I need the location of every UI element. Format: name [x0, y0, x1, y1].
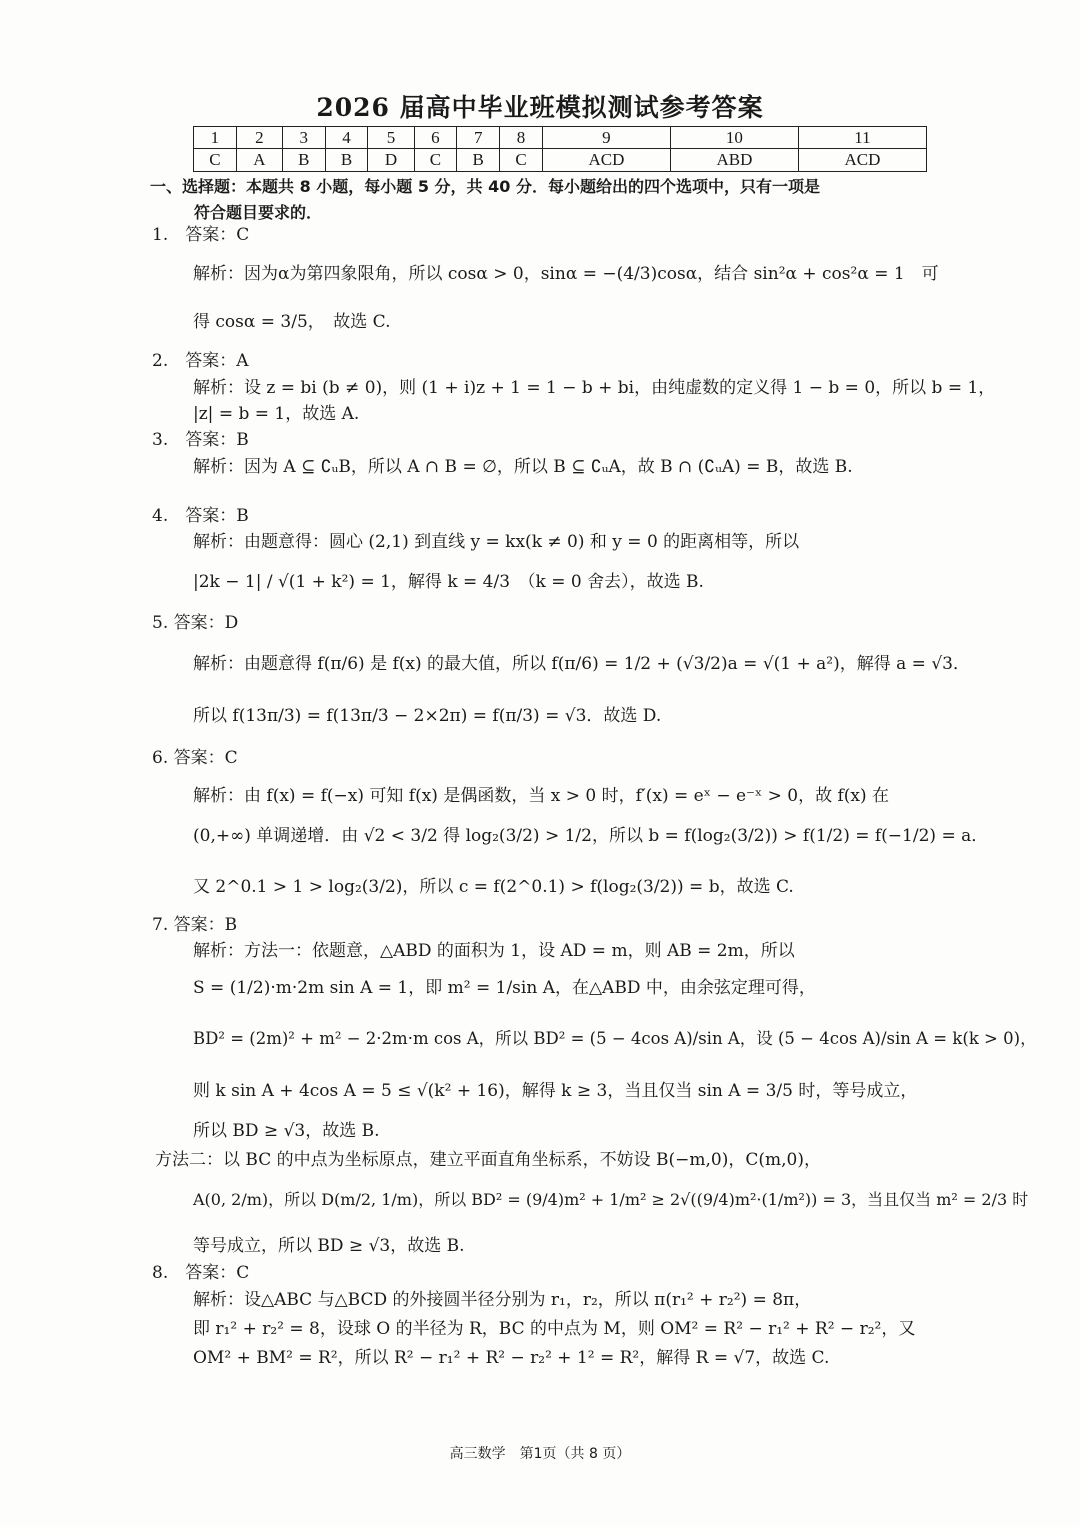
table-cell: 2: [236, 127, 282, 149]
q8-solution-line: OM² + BM² = R²，所以 R² − r₁² + R² − r₂² + 1² = R²，解得 R = √7，故选 C.: [193, 1348, 830, 1368]
table-cell: ACD: [542, 149, 670, 171]
table-cell: D: [368, 149, 414, 171]
table-cell: 8: [500, 127, 543, 149]
table-cell: 4: [325, 127, 368, 149]
table-cell: C: [500, 149, 543, 171]
table-cell: 9: [542, 127, 670, 149]
table-cell: 3: [282, 127, 325, 149]
table-cell: 7: [457, 127, 500, 149]
q2-solution-line: |z| = b = 1，故选 A.: [193, 404, 360, 424]
table-cell: ABD: [670, 149, 798, 171]
section-heading-line: 符合题目要求的．: [194, 203, 323, 222]
q6-solution-line: 解析：由 f(x) = f(−x) 可知 f(x) 是偶函数，当 x > 0 时，f′(x) = eˣ − e⁻ˣ > 0，故 f(x) 在: [193, 786, 890, 806]
q2-answer: 2. 答案：A: [152, 351, 249, 371]
section-heading-line: 一、选择题：本题共 8 小题，每小题 5 分，共 40 分．每小题给出的四个选项中，只有一项是: [150, 177, 820, 196]
q2-solution-line: 解析：设 z = bi (b ≠ 0)，则 (1 + i)z + 1 = 1 − b + bi，由纯虚数的定义得 1 − b = 0，所以 b = 1，: [193, 378, 996, 398]
q7-method2-line: 方法二：以 BC 的中点为坐标原点，建立平面直角坐标系，不妨设 B(−m,0)，C(m,0)，: [155, 1150, 821, 1170]
q8-answer: 8. 答案：C: [152, 1263, 250, 1283]
q7-solution-line: 解析：方法一：依题意，△ABD 的面积为 1，设 AD = m，则 AB = 2m，所以: [193, 941, 795, 961]
q1-solution-line: 得 cosα = 3/5， 故选 C.: [193, 312, 391, 332]
q5-answer: 5. 答案：D: [152, 613, 239, 633]
q5-solution-line: 解析：由题意得 f(π/6) 是 f(x) 的最大值，所以 f(π/6) = 1/2 + (√3/2)a = √(1 + a²)，解得 a = √3．: [193, 654, 970, 674]
q7-solution-line: BD² = (2m)² + m² − 2·2m·m cos A，所以 BD² = (5 − 4cos A)/sin A，设 (5 − 4cos A)/sin A = k(k > 0)，: [193, 1029, 1037, 1048]
q8-solution-line: 即 r₁² + r₂² = 8，设球 O 的半径为 R，BC 的中点为 M，则 OM² = R² − r₁² + R² − r₂²，又: [193, 1319, 916, 1339]
q6-solution-line: 又 2^0.1 > 1 > log₂(3/2)，所以 c = f(2^0.1) > f(log₂(3/2)) = b，故选 C.: [193, 877, 794, 897]
q5-solution-line: 所以 f(13π/3) = f(13π/3 − 2×2π) = f(π/3) = √3．故选 D.: [193, 706, 662, 726]
table-cell: B: [325, 149, 368, 171]
section-heading: [150, 174, 940, 226]
page-title: 2026 届高中毕业班模拟测试参考答案: [316, 93, 764, 122]
q8-solution-line: 解析：设△ABC 与△BCD 的外接圆半径分别为 r₁，r₂，所以 π(r₁² + r₂²) = 8π，: [193, 1290, 812, 1310]
table-cell: 1: [194, 127, 237, 149]
table-cell: 10: [670, 127, 798, 149]
table-cell: ACD: [798, 149, 926, 171]
q4-answer: 4. 答案：B: [152, 506, 249, 526]
table-cell: 5: [368, 127, 414, 149]
answer-key-table: [193, 126, 927, 172]
table-cell: 11: [798, 127, 926, 149]
q6-solution-line: (0,+∞) 单调递增．由 √2 < 3/2 得 log₂(3/2) > 1/2，所以 b = f(log₂(3/2)) > f(1/2) = f(−1/2) = a．: [193, 826, 989, 846]
table-cell: A: [236, 149, 282, 171]
q7-solution-line: 所以 BD ≥ √3，故选 B.: [193, 1121, 380, 1141]
q7-method2-line: A(0, 2/m)，所以 D(m/2, 1/m)，所以 BD² = (9/4)m² + 1/m² ≥ 2√((9/4)m²·(1/m²)) = 3，当且仅当 m² = 2/3 时: [193, 1190, 1029, 1209]
q3-answer: 3. 答案：B: [152, 430, 249, 450]
q3-solution-line: 解析：因为 A ⊆ ∁ᵤB，所以 A ∩ B = ∅，所以 B ⊆ ∁ᵤA，故 B ∩ (∁ᵤA) = B，故选 B.: [193, 457, 853, 477]
answer-row: [194, 149, 927, 171]
q7-method2-line: 等号成立，所以 BD ≥ √3，故选 B.: [193, 1236, 465, 1256]
q7-answer: 7. 答案：B: [152, 915, 238, 935]
q7-solution-line: 则 k sin A + 4cos A = 5 ≤ √(k² + 16)，解得 k ≥ 3，当且仅当 sin A = 3/5 时，等号成立，: [193, 1081, 918, 1101]
q1-solution-line: 解析：因为α为第四象限角，所以 cosα > 0，sinα = −(4/3)cosα，结合 sin²α + cos²α = 1 可: [193, 264, 939, 284]
question-number-row: [194, 127, 927, 149]
table-cell: 6: [414, 127, 457, 149]
table-cell: C: [194, 149, 237, 171]
table-cell: B: [282, 149, 325, 171]
table-cell: B: [457, 149, 500, 171]
q7-solution-line: S = (1/2)·m·2m sin A = 1，即 m² = 1/sin A，在△ABD 中，由余弦定理可得，: [193, 978, 816, 998]
q1-answer: 1. 答案：C: [152, 225, 250, 245]
q4-solution-line: |2k − 1| / √(1 + k²) = 1，解得 k = 4/3 （k = 0 舍去），故选 B.: [193, 572, 704, 592]
q4-solution-line: 解析：由题意得：圆心 (2,1) 到直线 y = kx(k ≠ 0) 和 y = 0 的距离相等，所以: [193, 532, 800, 552]
q6-answer: 6. 答案：C: [152, 748, 238, 768]
table-cell: C: [414, 149, 457, 171]
page-footer: 高三数学 第1页（共 8 页）: [449, 1446, 631, 1462]
